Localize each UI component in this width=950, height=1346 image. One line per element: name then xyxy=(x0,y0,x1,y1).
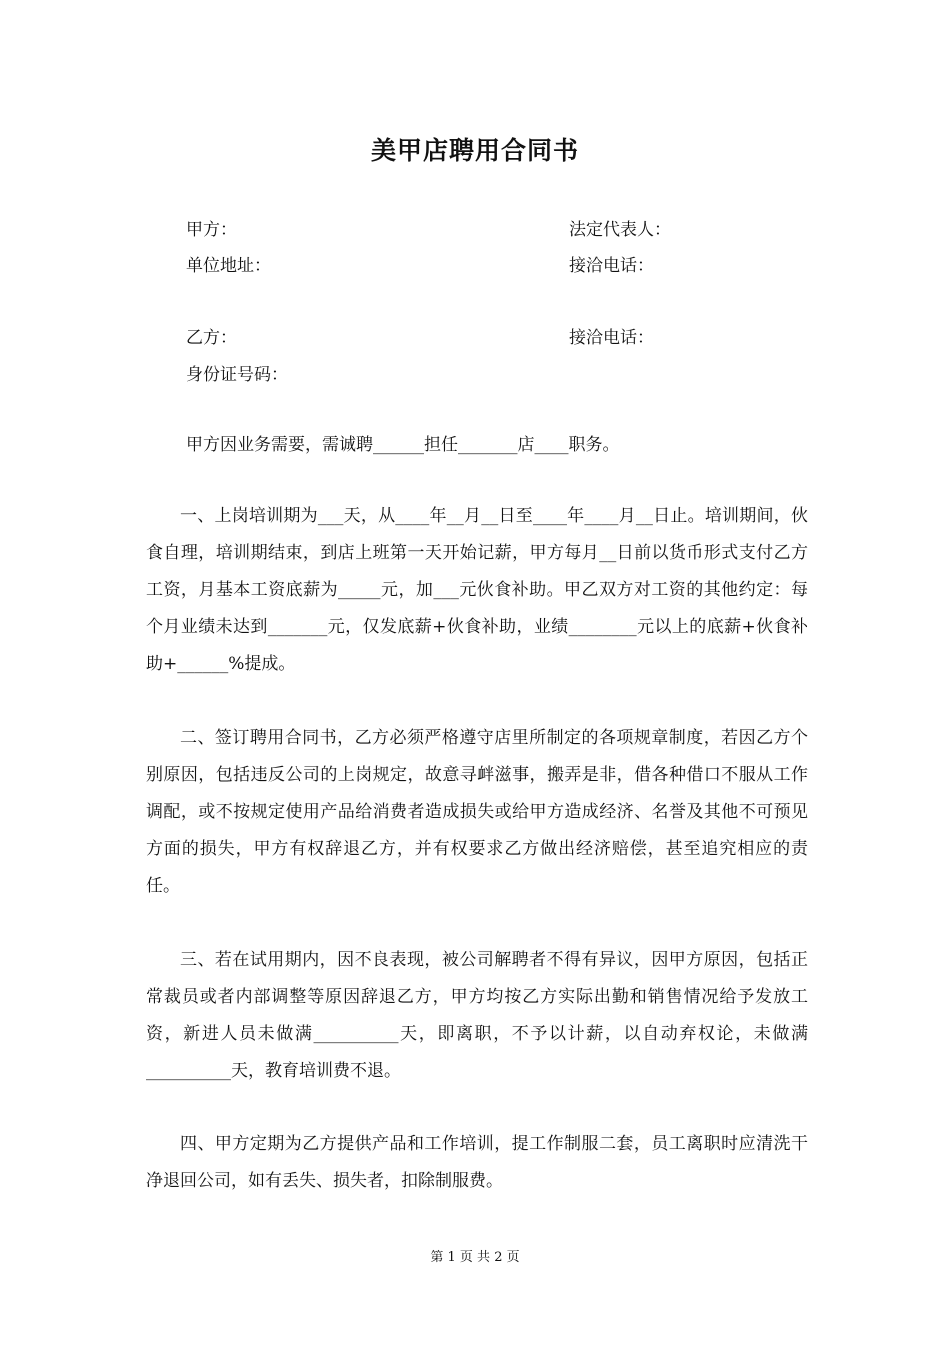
clause-2: 二、签订聘用合同书，乙方必须严格遵守店里所制定的各项规章制度，若因乙方个别原因，包括违反公司的上岗规定，故意寻衅滋事，搬弄是非，借各种借口不服从工作调配，或不按规定使用产品给消费者造成损失或给甲方造成经济、名誉及其他不可预见方面的损失，甲方有权辞退乙方，并有权要求乙方做出经济赔偿，甚至追究相应的责任。 xyxy=(146,728,808,896)
clause-3: 三、若在试用期内，因不良表现，被公司解聘者不得有异议，因甲方原因，包括正常裁员或者内部调整等原因辞退乙方，甲方均按乙方实际出勤和销售情况给予发放工资，新进人员未做满__________天，即离职，不予以计薪，以自动弃权论，未做满__________天，教育培训费不退。 xyxy=(146,950,808,1081)
legal-rep-label: 法定代表人： xyxy=(569,220,671,240)
party-b-phone-label: 接洽电话： xyxy=(569,328,654,348)
clause-1: 一、上岗培训期为___天，从____年__月__日至____年____月__日止。培训期间，伙食自理，培训期结束，到店上班第一天开始记薪，甲方每月__日前以货币形式支付乙方工资，月基本工资底薪为_____元，加___元伙食补助。甲乙双方对工资的其他约定：每个月业绩未达到_______元，仅发底薪+伙食补助，业绩________元以上的底薪+伙食补助+______%提成。 xyxy=(146,506,808,674)
page-number: 第 1 页 共 2 页 xyxy=(430,1250,520,1265)
party-a-phone-label: 接洽电话： xyxy=(569,256,654,276)
address-label: 单位地址： xyxy=(186,256,271,276)
party-a-label: 甲方： xyxy=(186,220,237,240)
id-number-label: 身份证号码： xyxy=(186,365,288,385)
clause-4: 四、甲方定期为乙方提供产品和工作培训，提工作制服二套，员工离职时应清洗干净退回公司，如有丢失、损失者，扣除制服费。 xyxy=(146,1134,808,1191)
intro-paragraph: 甲方因业务需要，需诚聘______担任_______店____职务。 xyxy=(186,435,620,455)
party-b-label: 乙方： xyxy=(186,328,237,348)
document-title: 美甲店聘用合同书 xyxy=(370,136,579,165)
